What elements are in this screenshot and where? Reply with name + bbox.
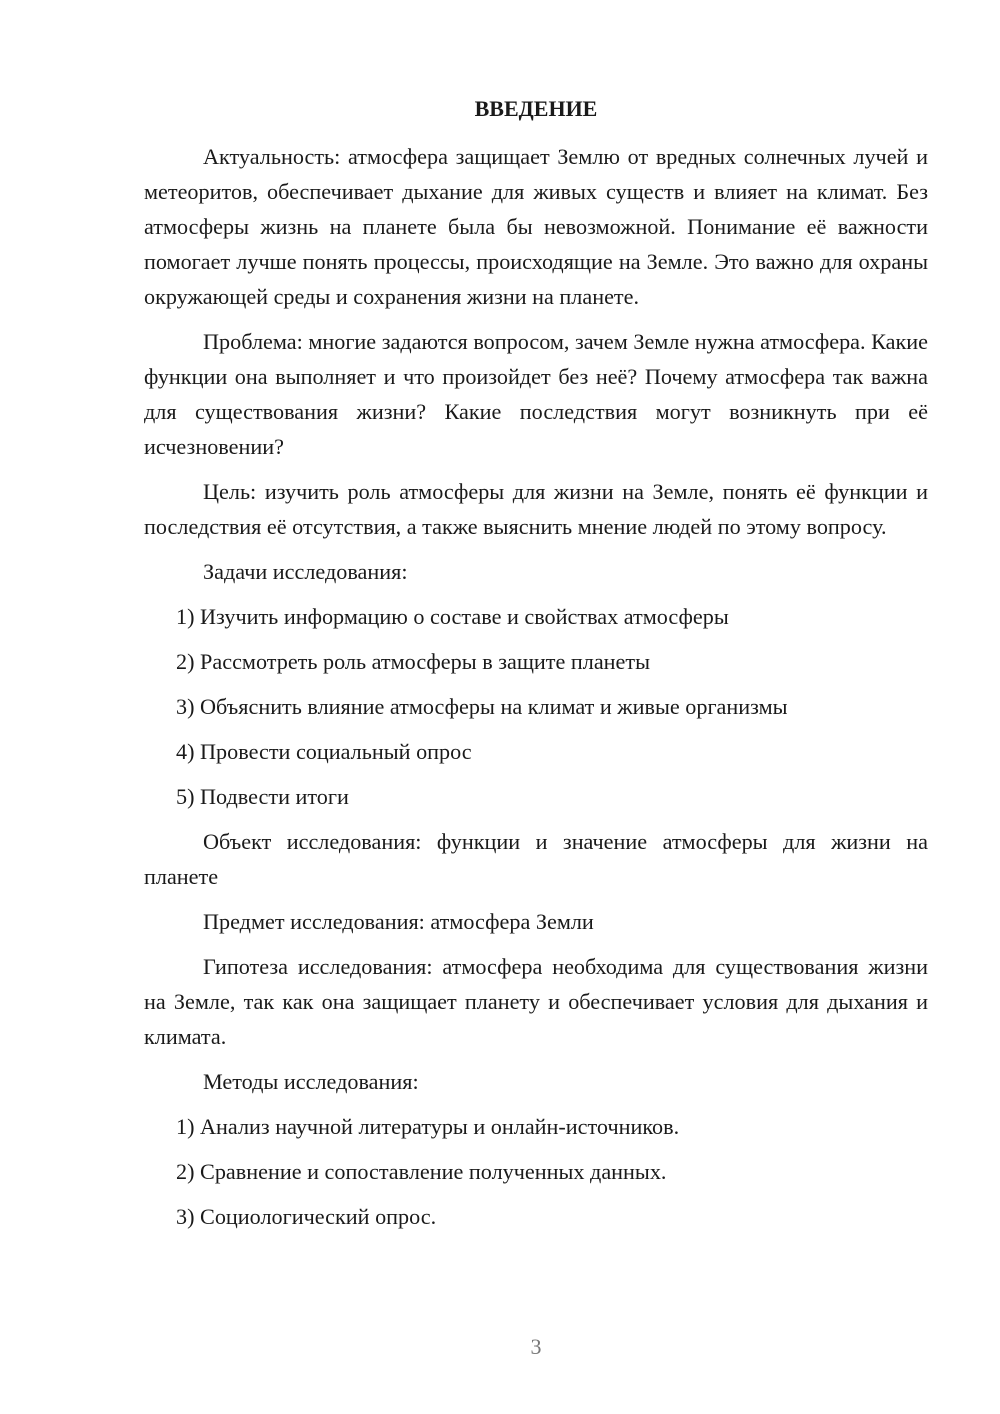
hypothesis-paragraph: Гипотеза исследования: атмосфера необходима для существования жизни на Земле, так как она защищает планету и обеспечивает условия для дыхания и климата. [144, 954, 928, 1049]
subject-paragraph: Предмет исследования: атмосфера Земли [203, 909, 594, 934]
tasks-list [144, 599, 928, 814]
document-page [144, 94, 928, 1244]
problem-paragraph: Проблема: многие задаются вопросом, зачем Земле нужна атмосфера. Какие функции она выполняет и что произойдет без неё? Почему атмосфера так важна для существования жизни? Какие последствия могут возникнуть при её исчезновении? [144, 329, 928, 459]
list-item: 3) Социологический опрос. [176, 1204, 437, 1229]
list-item: 2) Рассмотреть роль атмосферы в защите планеты [176, 649, 651, 674]
section-title: ВВЕДЕНИЕ [474, 96, 598, 121]
list-item: 4) Провести социальный опрос [176, 739, 472, 764]
object-paragraph: Объект исследования: функции и значение атмосферы для жизни на планете [144, 829, 928, 889]
list-item: 1) Изучить информацию о составе и свойствах атмосферы [176, 604, 729, 629]
methods-heading: Методы исследования: [203, 1069, 419, 1094]
tasks-heading: Задачи исследования: [203, 559, 408, 584]
list-item: 3) Объяснить влияние атмосферы на климат и живые организмы [176, 694, 788, 719]
list-item: 5) Подвести итоги [176, 784, 349, 809]
methods-list [144, 1109, 928, 1234]
goal-paragraph: Цель: изучить роль атмосферы для жизни на Земле, понять её функции и последствия её отсутствия, а также выяснить мнение людей по этому вопросу. [144, 479, 928, 539]
list-item: 1) Анализ научной литературы и онлайн-источников. [176, 1114, 680, 1139]
page-number: 3 [530, 1334, 542, 1359]
relevance-paragraph: Актуальность: атмосфера защищает Землю от вредных солнечных лучей и метеоритов, обеспечивает дыхание для живых существ и влияет на климат. Без атмосферы жизнь на планете была бы невозможной. Понимание её важности помогает лучше понять процессы, происходящие на Земле. Это важно для охраны окружающей среды и сохранения жизни на планете. [144, 144, 928, 309]
list-item: 2) Сравнение и сопоставление полученных данных. [176, 1159, 667, 1184]
